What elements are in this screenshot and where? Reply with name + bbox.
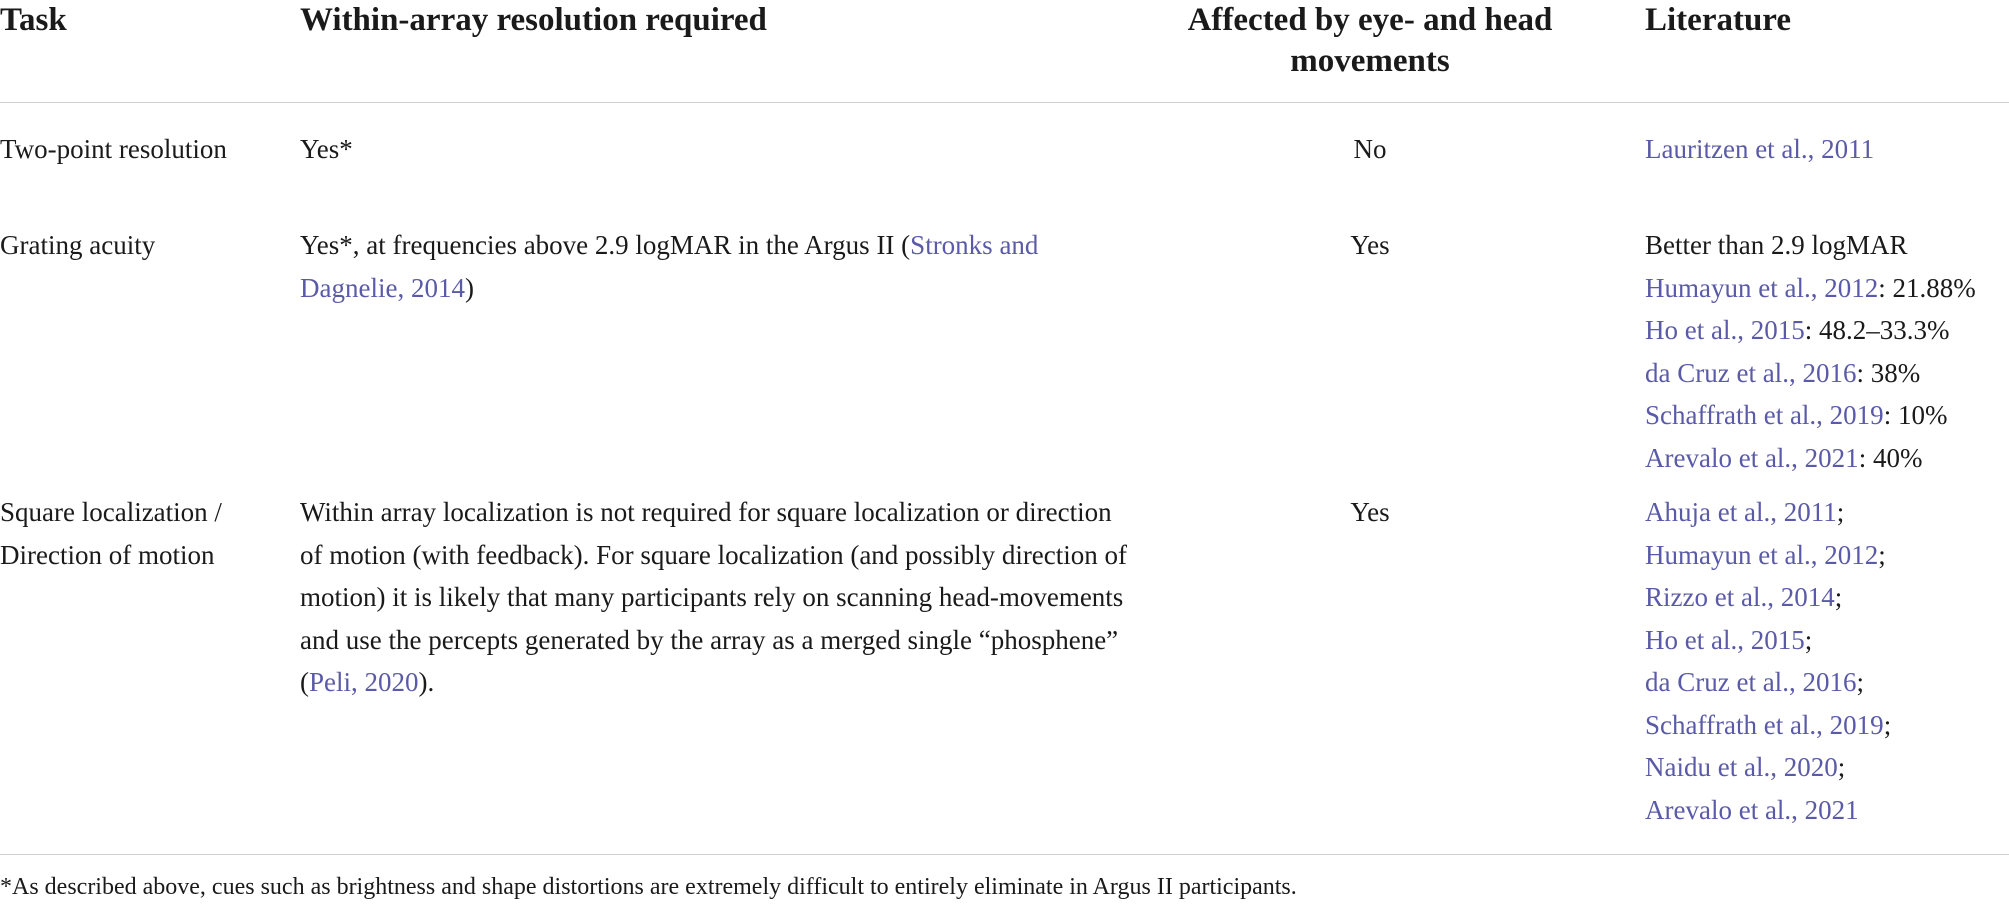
header-divider [0, 102, 2009, 103]
citation-separator: ; [1834, 582, 1843, 612]
footer-divider [0, 854, 2009, 855]
literature-line [1645, 352, 2009, 395]
citation-link[interactable]: Stronks and Dagnelie, 2014 [300, 230, 1039, 303]
header-within-array: Within-array resolution required [300, 2, 767, 38]
literature-line [1645, 267, 2009, 310]
row-1-affected: No [1353, 134, 1387, 164]
citation-link[interactable]: Ahuja et al., 2011 [1645, 497, 1837, 527]
citation-link[interactable]: da Cruz et al., 2016 [1645, 357, 1857, 388]
citation-link[interactable]: Arevalo et al., 2021 [1645, 794, 1859, 825]
citation-link[interactable]: Rizzo et al., 2014 [1645, 582, 1835, 612]
citation-link[interactable]: Humayun et al., 2012 [1645, 539, 1879, 570]
citation-link[interactable]: Lauritzen et al., 2011 [1645, 134, 1875, 164]
within-text-end: ) [464, 272, 474, 303]
citation-link[interactable]: Schaffrath et al., 2019 [1645, 709, 1884, 740]
literature-line [1645, 619, 2009, 662]
literature-line [1645, 394, 2009, 437]
row-2-task: Grating acuity [0, 230, 156, 260]
citation-link[interactable]: Ho et al., 2015 [1645, 624, 1805, 655]
citation-separator: ; [1883, 709, 1892, 740]
header-affected: Affected by eye- and head movements [1187, 2, 1553, 79]
citation-link[interactable]: Schaffrath et al., 2019 [1645, 400, 1884, 430]
literature-line [1645, 534, 2009, 577]
literature-line [1645, 704, 2009, 747]
row-2-affected: Yes [1350, 230, 1390, 260]
table-footnote: *As described above, cues such as brightness and shape distortions are extremely difficult to entirely eliminate in Argus II participants. [0, 874, 1297, 900]
row-3-literature [1645, 491, 2009, 831]
literature-line [1645, 491, 2009, 534]
citation-link[interactable]: Humayun et al., 2012 [1645, 272, 1879, 303]
header-literature: Literature [1645, 2, 1792, 38]
citation-link[interactable]: Arevalo et al., 2021 [1645, 442, 1859, 473]
literature-line [1645, 746, 2009, 789]
citation-result: : 10% [1883, 400, 1948, 430]
citation-separator: ; [1836, 497, 1845, 527]
citation-result: : 40% [1858, 442, 1923, 473]
row-2-literature [1645, 224, 2009, 479]
within-text: Yes*, at frequencies above 2.9 logMAR in the Argus II ( [300, 230, 911, 260]
row-3-task: Square localization / Direction of motion [0, 497, 222, 570]
citation-result: : 21.88% [1878, 272, 1976, 303]
within-text-end: ). [418, 667, 435, 697]
citation-separator: ; [1837, 752, 1846, 782]
row-1-within: Yes* [300, 134, 353, 164]
citation-link[interactable]: Peli, 2020 [309, 667, 419, 697]
row-3-within [300, 491, 1130, 704]
literature-line [1645, 576, 2009, 619]
row-3-affected: Yes [1350, 497, 1390, 527]
literature-line [1645, 789, 2009, 832]
literature-line [1645, 661, 2009, 704]
row-1-literature [1645, 128, 2009, 171]
citation-result: : 38% [1856, 357, 1921, 388]
literature-line [1645, 437, 2009, 480]
citation-link[interactable]: Ho et al., 2015 [1645, 315, 1805, 345]
row-2-within [300, 224, 1130, 309]
header-task: Task [0, 2, 67, 38]
within-text: Within array localization is not required for square localization or direction of motion (with feedback). For square localization (and possibly direction of motion) it is likely that many participants rely on scanning head-movements and use the percepts generated by the array as a merged single “phosphene” ( [300, 497, 1128, 697]
literature-line: Better than 2.9 logMAR [1645, 230, 1908, 260]
citation-result: : 48.2–33.3% [1804, 315, 1950, 345]
literature-line [1645, 128, 2009, 171]
citation-link[interactable]: Naidu et al., 2020 [1645, 752, 1838, 782]
literature-line [1645, 309, 2009, 352]
row-1-task: Two-point resolution [0, 134, 227, 164]
citation-link[interactable]: da Cruz et al., 2016 [1645, 667, 1857, 697]
citation-separator: ; [1856, 667, 1864, 697]
citation-separator: ; [1878, 539, 1886, 570]
citation-separator: ; [1804, 624, 1813, 655]
